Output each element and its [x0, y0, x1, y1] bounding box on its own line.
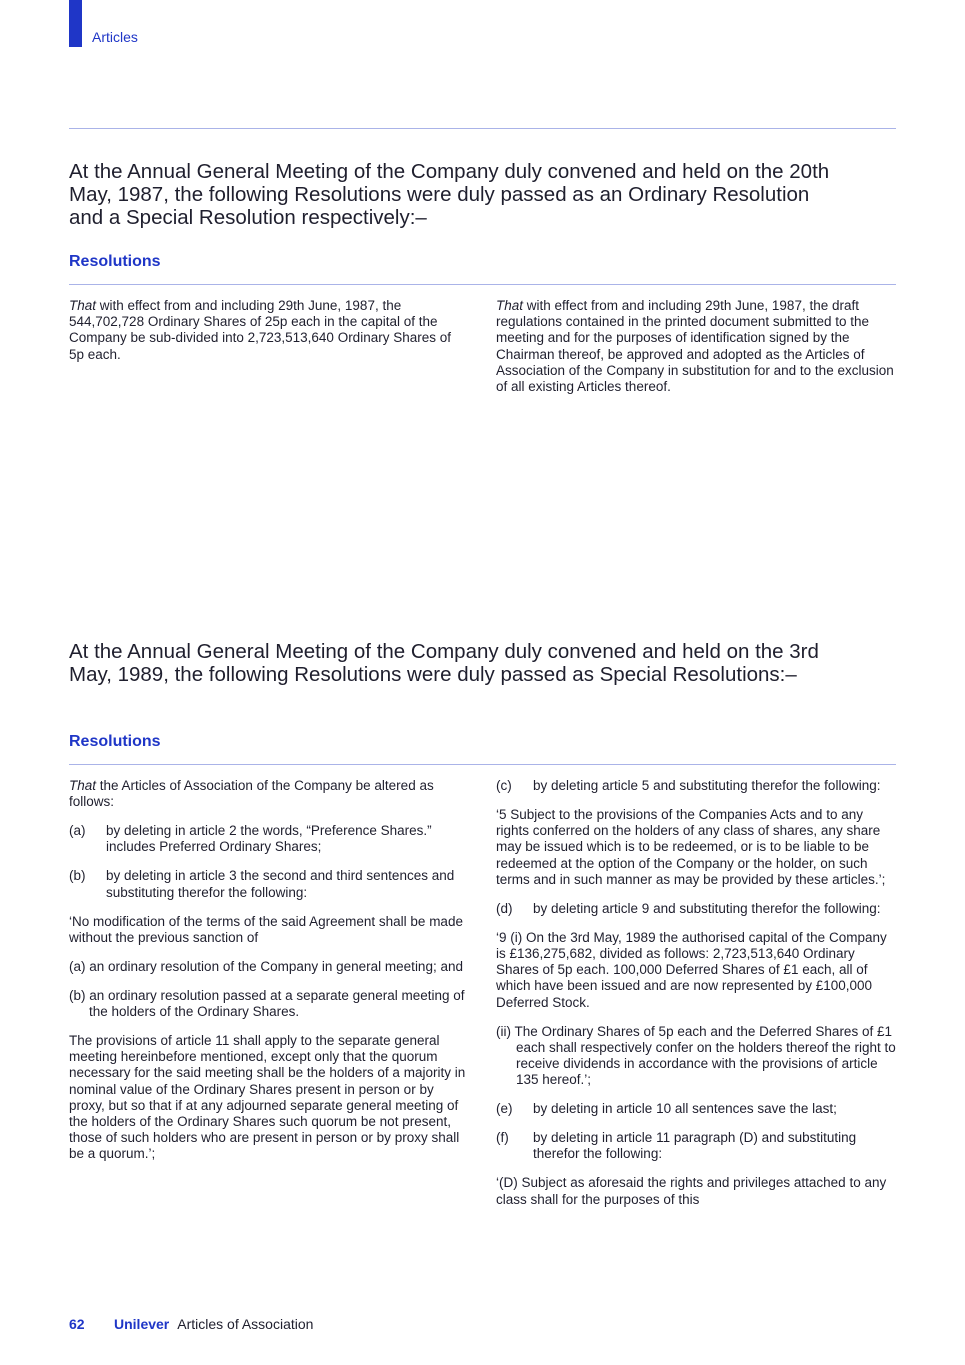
resolution-item-e: [496, 1101, 896, 1117]
resolutions-1989-subheading: Resolutions: [69, 733, 161, 750]
item-text: by deleting article 5 and substituting therefor the following:: [533, 778, 881, 793]
item-text: by deleting article 9 and substituting therefor the following:: [533, 900, 881, 916]
item-b-paragraph: The provisions of article 11 shall apply to the separate general meeting hereinbefore mentioned, except only that the quorum necessary for the said meeting shall be the holders of a majority in nominal value of the Ordinary Shares present in person or by proxy, but so that if at any adjourned separate general meeting of the holders of the Ordinary Shares such quorum be not present, those of such holders who are present in person or by proxy shall be a quorum.’;: [69, 1033, 466, 1162]
resolution-item-b: [69, 868, 469, 900]
resolutions-1989-divider: [69, 764, 896, 765]
meeting-1989-heading: At the Annual General Meeting of the Company duly convened and held on the 3rd May, 1989, the following Resolutions were duly passed as Special Resolutions:–: [69, 640, 819, 686]
header-divider: [69, 128, 896, 129]
resolution-1987-special-text: That with effect from and including 29th June, 1987, the draft regulations contained in the printed document submitted to the meeting and for the purposes of identification signed by the Chairman thereof, be approved and adopted as the Articles of Association of the Company in substitution for and to the exclusion of all existing Articles thereof.: [496, 298, 894, 395]
resolution-item-a: [69, 823, 469, 855]
item-marker: (b): [69, 868, 86, 884]
section-label: Articles: [92, 29, 138, 45]
item-b-subclause-b: (b) an ordinary resolution passed at a separate general meeting of the holders of the Ordinary Shares.: [69, 987, 465, 1020]
resolution-1987-special: [496, 298, 896, 408]
resolution-item-c: [496, 778, 896, 794]
item-f-quote: ‘(D) Subject as aforesaid the rights and privileges attached to any class shall for the purposes of this: [496, 1175, 887, 1207]
item-text: by deleting in article 3 the second and third sentences and substituting therefor the following:: [106, 868, 455, 900]
resolution-1987-ordinary: [69, 298, 469, 376]
item-marker: (f): [496, 1130, 509, 1146]
resolutions-1987-subheading: Resolutions: [69, 253, 161, 270]
item-marker: (e): [496, 1101, 513, 1117]
item-text: by deleting in article 11 paragraph (D) and substituting therefor the following:: [533, 1130, 857, 1162]
item-b-subclause-a: (a) an ordinary resolution of the Company in general meeting; and: [69, 958, 463, 974]
resolutions-1989-right-column: [496, 778, 896, 1221]
item-d-subclause-ii: (ii) The Ordinary Shares of 5p each and the Deferred Shares of £1 each shall respectively confer on the holders thereof the right to receive dividends in accordance with the provisions of article 135 hereof.’;: [496, 1023, 896, 1088]
section-tab-marker: [69, 0, 82, 47]
item-d-quote: ‘9 (i) On the 3rd May, 1989 the authorised capital of the Company is £136,275,682, divided as follows: 2,723,513,640 Ordinary Shares of 5p each. 100,000 Deferred Shares of £1 each, all of which have been issued and are now represented by £100,000 Deferred Stock.: [496, 929, 887, 1010]
item-b-quote: ‘No modification of the terms of the said Agreement shall be made without the previous sanction of: [69, 913, 463, 945]
item-marker: (d): [496, 900, 513, 916]
resolution-1987-ordinary-text: That with effect from and including 29th June, 1987, the 544,702,728 Ordinary Shares of 25p each in the capital of the Company be sub-divided into 2,723,513,640 Ordinary Shares of 5p each.: [69, 298, 451, 362]
item-marker: (c): [496, 778, 512, 793]
resolutions-1989-left-column: [69, 778, 469, 1175]
brand-name: Unilever: [114, 1316, 170, 1332]
item-text: by deleting in article 2 the words, “Preference Shares.” includes Preferred Ordinary Shares;: [106, 823, 432, 855]
item-text: by deleting in article 10 all sentences save the last;: [533, 1101, 837, 1117]
item-marker: (a): [69, 823, 86, 839]
resolution-item-d: [496, 901, 896, 917]
document-title: Articles of Association: [177, 1316, 314, 1332]
meeting-1987-heading: At the Annual General Meeting of the Company duly convened and held on the 20th May, 1987, the following Resolutions were duly passed as an Ordinary Resolution and a Special Resolution respectively:–: [69, 160, 830, 229]
resolution-1989-intro: That the Articles of Association of the Company be altered as follows:: [69, 778, 434, 810]
resolution-item-f: [496, 1130, 896, 1162]
page-footer: [69, 1316, 313, 1332]
resolutions-1987-divider: [69, 284, 896, 285]
page-number: 62: [69, 1316, 85, 1332]
item-c-quote: ‘5 Subject to the provisions of the Companies Acts and to any rights conferred on the holders of any class of shares, any share may be issued which is to be redeemed, or is to be liable to be redeemed at the option of the Company or the holder, on such terms and in such manner as may be provided by these articles.’;: [496, 807, 886, 887]
